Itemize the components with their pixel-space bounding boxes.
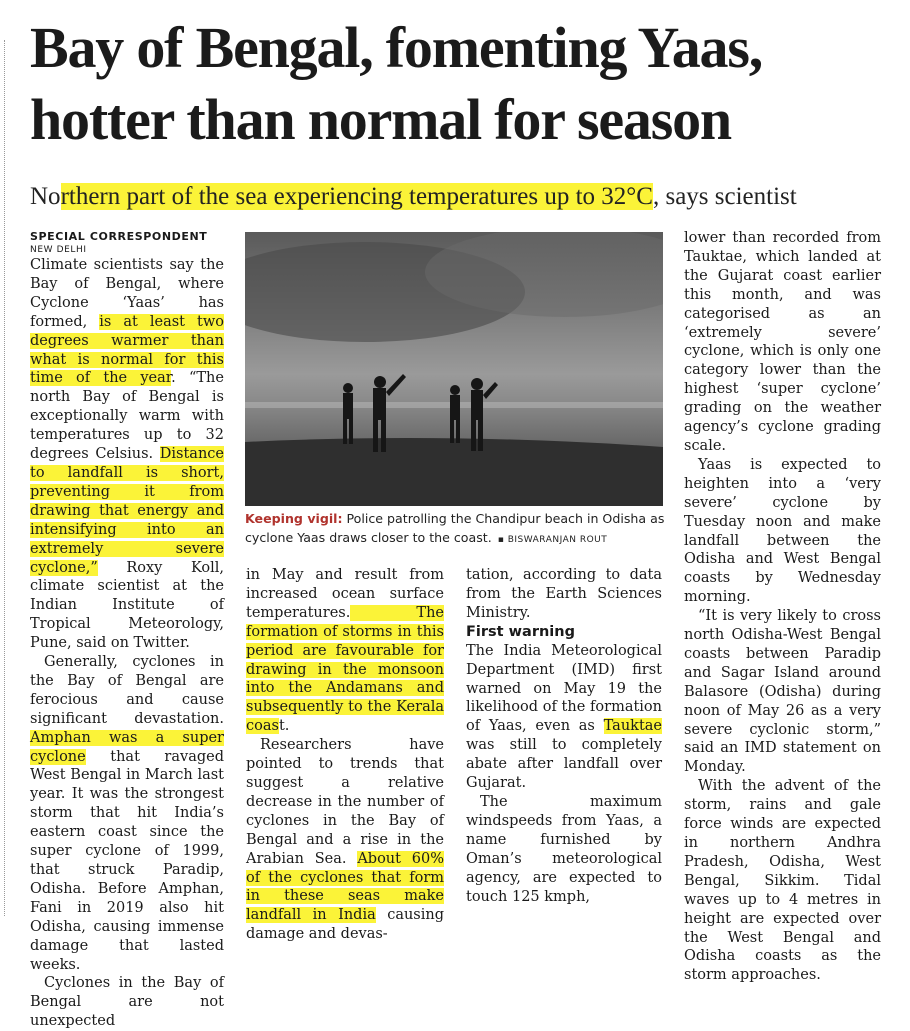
paragraph: “It is very likely to cross north Odisha-West Bengal coasts between Paradip and Sagar Island around Balasore (Odisha) during noon of May 26 as a very severe cyclonic storm,” said an IMD statement on Monday.: [684, 608, 881, 776]
paragraph: The maximum windspeeds from Yaas, a name furnished by Oman’s meteorological agency, are expected to touch 125 kmph,: [466, 793, 662, 905]
article-column-3: [466, 566, 662, 906]
paragraph: With the advent of the storm, rains and gale force winds are expected in northern Andhra Pradesh, Odisha, West Bengal, Sikkim. Tidal waves up to 4 metres in height are expected over the West Bengal and Odisha coasts as the storm approaches.: [684, 778, 881, 984]
paragraph: tation, according to data from the Earth Sciences Ministry.: [466, 567, 662, 621]
highlighted-text: The formation of storms in this period are favourable for drawing in the monsoon into the Andamans and subsequently to the Kerala coas: [246, 604, 444, 735]
byline: SPECIAL CORRESPONDENT: [30, 230, 208, 243]
paragraph: Climate scientists say the Bay of Bengal, where Cyclone ‘Yaas’ has formed, is at least two degrees warmer than what is normal for this time of the year. “The north Bay of Bengal is exceptionally warm with temperatures up to 32 degrees Celsius. Distance to landfall is short, preventing it from drawing that energy and intensifying into an extremely severe cyclone,” Roxy Koll, climate scientist at the Indian Institute of Tropical Meteorology, Pune, said on Twitter.: [30, 257, 225, 652]
highlighted-text: Tauktae: [603, 718, 662, 735]
article-column-2: [246, 566, 444, 944]
paragraph: in May and result from increased ocean surface temperatures. The formation of storms in this period are favourable for drawing in the monsoon into the Andamans and subsequently to the Kerala coast.: [246, 567, 444, 735]
photo-credit: ▪ BISWARANJAN ROUT: [497, 534, 608, 545]
article-column-1: [30, 229, 224, 1031]
article-column-4: [684, 229, 881, 985]
highlighted-text: About 60% of the cyclones that form in these seas make landfall in India: [246, 850, 444, 924]
paragraph: Researchers have pointed to trends that suggest a relative decrease in the number of cyclones in the Bay of Bengal and a rise in the Arabian Sea. About 60% of the cyclones that form in these seas make landfall in India causing damage and devas-: [246, 737, 445, 943]
section-subhead: First warning: [466, 623, 575, 640]
caption-lead: Keeping vigil:: [245, 511, 343, 526]
paragraph: Yaas is expected to heighten into a ‘very severe’ cyclone by Tuesday noon and make landfall between the Odisha and West Bengal coasts by Wednesday morning.: [684, 456, 881, 606]
dateline: NEW DELHI: [30, 245, 87, 255]
paragraph: lower than recorded from Tauktae, which landed at the Gujarat coast earlier this month, and was categorised as an ‘extremely severe’ cyclone, which is only one category lower than the highest ‘super cyclone’ grading on the weather agency’s cyclone grading scale.: [684, 230, 881, 454]
paragraph: The India Meteorological Department (IMD) first warned on May 19 the likelihood of the formation of Yaas, even as Tauktae was still to completely abate after landfall over Gujarat.: [466, 642, 662, 792]
paragraph: Generally, cyclones in the Bay of Bengal are ferocious and cause significant devastation. Amphan was a super cyclone that ravaged West Bengal in March last year. It was the strongest storm that hit India’s eastern coast since the super cyclone of 1999, that struck Paradip, Odisha. Before Amphan, Fani in 2019 also hit Odisha, causing immense damage that lasted weeks.: [30, 654, 224, 973]
subheadline: Northern part of the sea experiencing temperatures up to 32°C, says scientist: [30, 183, 797, 210]
page-margin-rule: [4, 40, 5, 916]
highlighted-text: is at least two degrees warmer than what is normal for this time of the year: [30, 313, 225, 387]
headline: Bay of Bengal, fomenting Yaas, hotter than normal for season: [30, 15, 762, 152]
news-photo: [245, 232, 663, 506]
highlighted-text: rthern part of the sea experiencing temperatures up to 32°C: [60, 183, 653, 210]
highlighted-text: Amphan was a super cyclone: [30, 729, 224, 765]
highlighted-text: Distance to landfall is short, preventing it from drawing that energy and intensifying into an extremely severe cyclone,”: [30, 446, 224, 576]
photo-caption: Keeping vigil: Police patrolling the Chandipur beach in Odisha as cyclone Yaas draws closer to the coast. ▪ BISWARANJAN ROUT: [245, 511, 665, 545]
beach-patrol-photo: [245, 232, 663, 506]
paragraph: Cyclones in the Bay of Bengal are not unexpected: [30, 975, 224, 1030]
